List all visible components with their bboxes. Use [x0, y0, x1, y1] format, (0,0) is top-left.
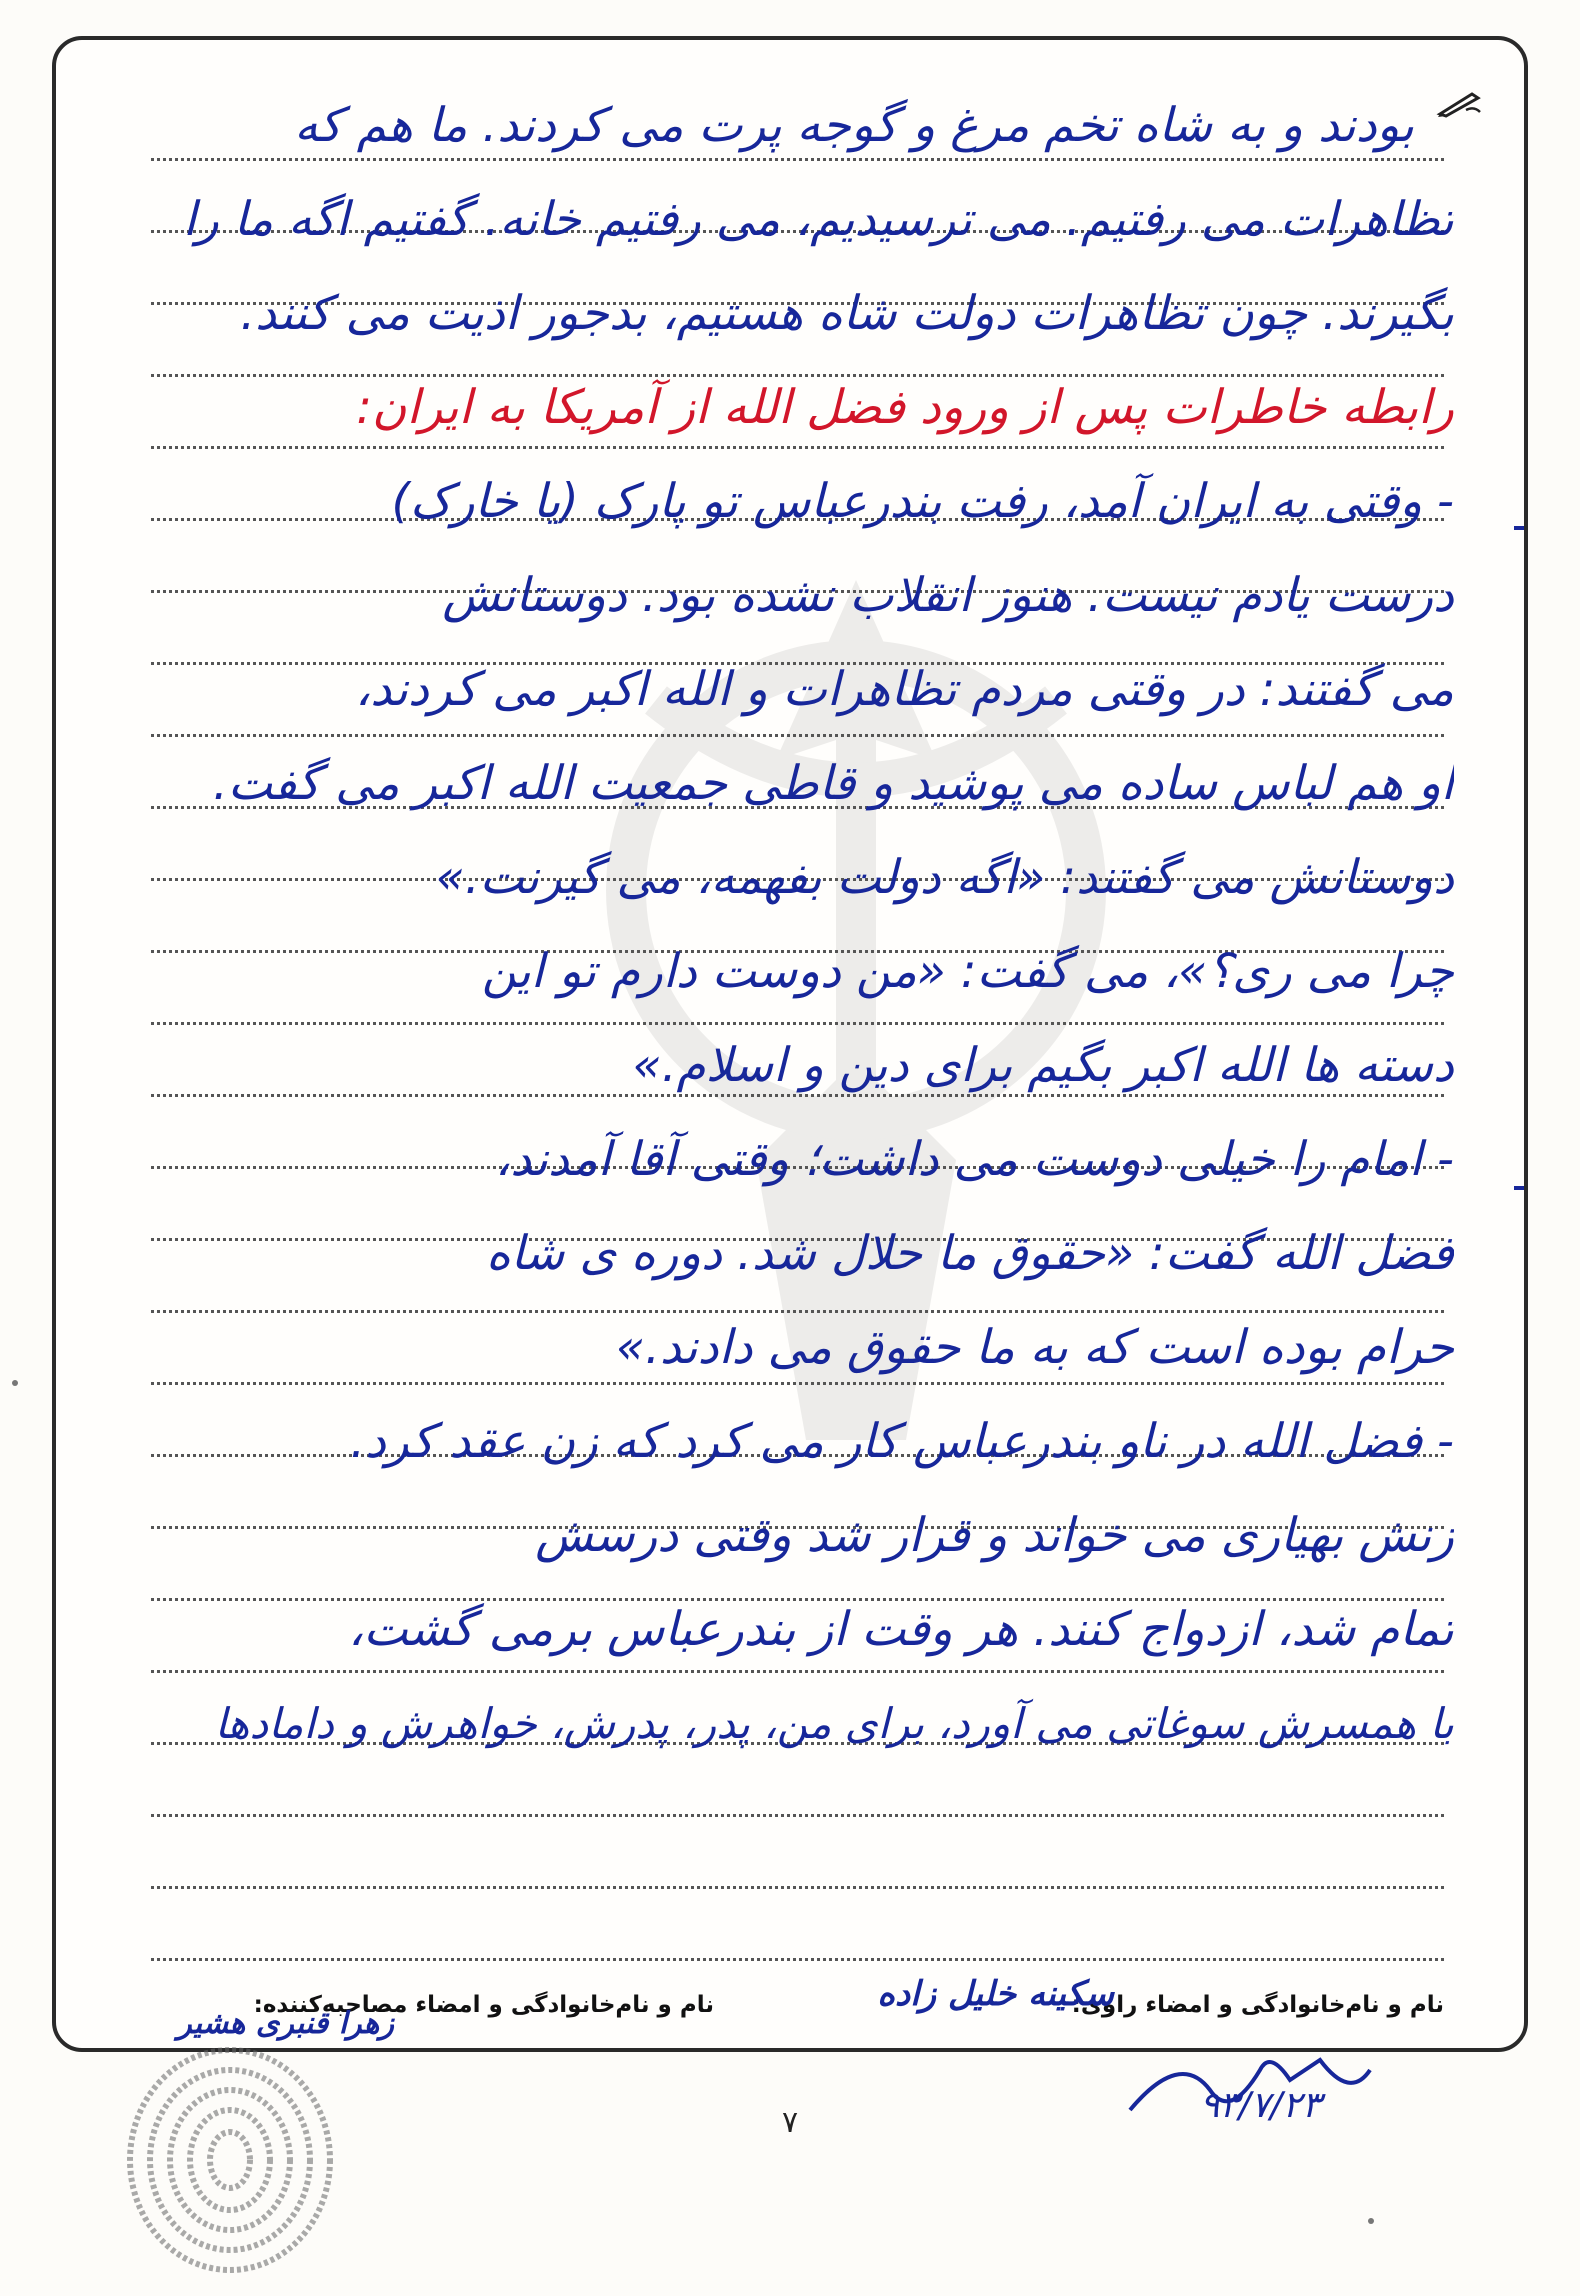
handwritten-line: حرام بوده است که به ما حقوق می دادند.» — [615, 1320, 1454, 1375]
handwritten-line: چرا می ری؟»، می گفت: «من دوست دارم تو این — [481, 944, 1454, 999]
ruled-line — [151, 158, 1444, 161]
signature-footer — [151, 1974, 1444, 2041]
ruled-line — [151, 1958, 1444, 1961]
narrator-label: نام و نام‌خانوادگی و امضاء راوی: — [1071, 1992, 1444, 2018]
ruled-line — [151, 1310, 1444, 1313]
handwritten-line: فضل الله گفت: «حقوق ما حلال شد. دوره ی شاه — [486, 1226, 1454, 1281]
ruled-line — [151, 374, 1444, 377]
ruled-line — [151, 1382, 1444, 1385]
ruled-line — [151, 1670, 1444, 1673]
handwritten-line: دوستانش می گفتند: «اگه دولت بفهمه، می گیرنت.» — [435, 850, 1454, 905]
handwritten-line: او هم لباس ساده می پوشید و قاطی جمعیت الله اکبر می گفت. — [212, 756, 1454, 811]
handwritten-line: با همسرش سوغاتی می آورد، برای من، پدر، پدرش، خواهرش و دامادها — [214, 1699, 1454, 1748]
signature-date: ۹۳/۷/۲۳ — [1200, 2085, 1321, 2126]
handwritten-heading: رابطه خاطرات پس از ورود فضل الله از آمریکا به ایران: — [356, 380, 1454, 435]
handwritten-line: دسته ها الله اکبر بگیم برای دین و اسلام.» — [632, 1038, 1454, 1093]
handwritten-line: - امام را خیلی دوست می داشت؛ وقتی آقا آمدند، — [495, 1132, 1454, 1187]
pencil-icon — [1436, 88, 1482, 118]
handwritten-line: - وقتی به ایران آمد، رفت بندرعباس تو پارک (یا خارک) — [391, 474, 1454, 529]
handwritten-line: - فضل الله در ناو بندرعباس کار می کرد که زن عقد کرد. — [350, 1414, 1454, 1469]
handwritten-line: زنش بهیاری می خواند و قرار شد وقتی درسش — [535, 1508, 1454, 1563]
notebook-page — [52, 36, 1528, 2052]
ruled-line — [151, 1022, 1444, 1025]
handwritten-line: درست یادم نیست. هنوز انقلاب نشده بود. دوستانش — [442, 568, 1454, 623]
ruled-line — [151, 1814, 1444, 1817]
dash-mark — [1514, 526, 1528, 530]
handwritten-line: بگیرند. چون تظاهرات دولت شاه هستیم، بدجور اذیت می کنند. — [240, 286, 1454, 341]
handwritten-line: می گفتند: در وقتی مردم تظاهرات و الله اکبر می کردند، — [355, 662, 1454, 717]
interviewer-label: نام و نام‌خانوادگی و امضاء مصاحبه‌کننده: — [253, 1992, 714, 2018]
paper-speck — [1368, 2218, 1374, 2224]
fingerprint-mark — [115, 2040, 345, 2280]
ruled-line — [151, 734, 1444, 737]
handwritten-line: تظاهرات می رفتیم. می ترسیدیم، می رفتیم خانه. گفتیم اگه ما را — [183, 192, 1454, 247]
ruled-line — [151, 1886, 1444, 1889]
page-number: ۷ — [781, 2105, 799, 2140]
handwritten-line: بودند و به شاه تخم مرغ و گوجه پرت می کردند. ما هم که — [294, 98, 1414, 153]
handwritten-line: تمام شد، ازدواج کنند. هر وقت از بندرعباس برمی گشت، — [348, 1602, 1454, 1657]
narrator-name: سکینه خلیل زاده — [877, 1974, 1114, 2014]
dash-mark — [1514, 1186, 1528, 1190]
ruled-line — [151, 446, 1444, 449]
interviewer-name: زهرا قنبری هشیر — [177, 2006, 394, 2041]
paper-speck — [12, 1380, 18, 1386]
